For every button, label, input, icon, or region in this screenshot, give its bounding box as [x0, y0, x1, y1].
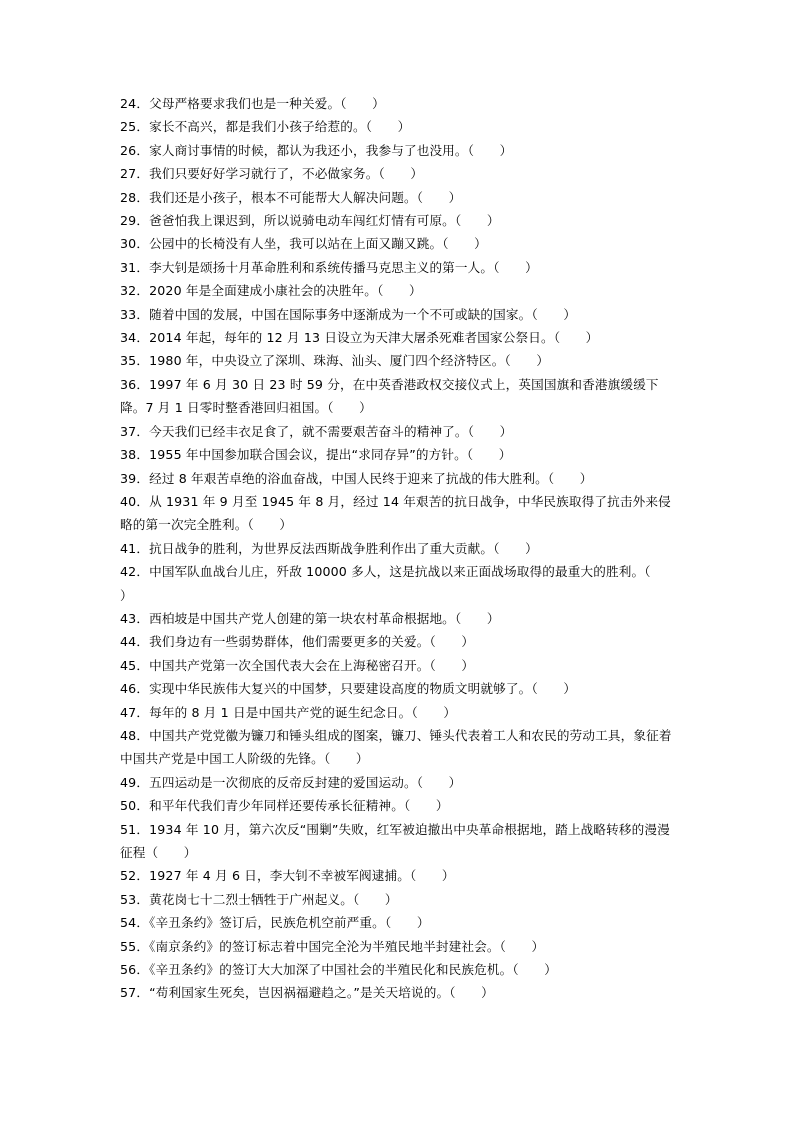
question-text: 我们只要好好学习就行了，不必做家务。（ ） — [149, 166, 424, 182]
question-text: 1980 年，中央设立了深圳、珠海、汕头、厦门四个经济特区。（ ） — [149, 353, 550, 369]
question-number: 52． — [120, 868, 150, 884]
question-text: 中国军队血战台儿庄，歼敌 10000 多人，这是抗战以来正面战场取得的最重大的胜利。（ ） — [120, 564, 677, 603]
question-number: 25． — [120, 119, 150, 135]
question-item — [120, 724, 680, 771]
question-text: 1927 年 4 月 6 日，李大钊不幸被军阀逮捕。（ ） — [149, 868, 455, 884]
question-number: 45． — [120, 657, 150, 673]
question-text: 1997 年 6 月 30 日 23 时 59 分，在中英香港政权交接仪式上，英国国旗和香港旗缓缓下降。7 月 1 日零时整香港回归祖国。（ ） — [120, 376, 659, 416]
question-text: 中国共产党党徽为镰刀和锤头组成的图案，镰刀、锤头代表着工人和农民的劳动工具，象征着中国共产党是中国工人阶级的先锋。（ ） — [120, 727, 672, 767]
question-text: 《辛丑条约》签订后，民族危机空前严重。（ ） — [149, 915, 430, 931]
question-number: 50． — [120, 798, 150, 814]
question-text: 从 1931 年 9 月至 1945 年 8 月，经过 14 年艰苦的抗日战争，中华民族取得了抗击外来侵略的第一次完全胜利。（ ） — [120, 493, 671, 533]
question-item — [120, 92, 680, 115]
question-number: 24． — [120, 96, 150, 111]
question-number: 41． — [120, 540, 150, 556]
question-number: 31． — [120, 259, 150, 275]
question-text: 爸爸怕我上课迟到，所以说骑电动车闯红灯情有可原。（ ） — [149, 213, 500, 229]
question-text: 实现中华民族伟大复兴的中国梦，只要建设高度的物质文明就够了。（ ） — [149, 681, 577, 697]
question-text: “苟利国家生死矣，岂因祸福避趋之。”是关天培说的。（ ） — [149, 985, 494, 1001]
question-number: 48． — [120, 727, 150, 743]
question-text: 五四运动是一次彻底的反帝反封建的爱国运动。（ ） — [149, 774, 462, 790]
question-text: 《南京条约》的签订标志着中国完全沦为半殖民地半封建社会。（ ） — [149, 938, 545, 954]
question-number: 27． — [120, 166, 150, 182]
question-item — [120, 186, 680, 209]
question-number: 29． — [120, 213, 150, 229]
question-text: 和平年代我们青少年同样还要传承长征精神。（ ） — [149, 798, 449, 814]
question-item — [120, 794, 680, 817]
question-item — [120, 560, 680, 607]
question-item — [120, 279, 680, 302]
question-item — [120, 935, 680, 958]
question-text: 每年的 8 月 1 日是中国共产党的诞生纪念日。（ ） — [149, 704, 457, 720]
question-item — [120, 115, 680, 138]
question-number: 42． — [120, 564, 150, 580]
question-number: 47． — [120, 704, 150, 720]
question-item — [120, 818, 680, 865]
question-number: 39． — [120, 470, 150, 486]
question-text: 我们还是小孩子，根本不可能帮大人解决问题。（ ） — [149, 189, 462, 205]
question-list — [120, 92, 680, 1005]
question-text: 西柏坡是中国共产党人创建的第一块农村革命根据地。（ ） — [149, 610, 500, 626]
question-number: 33． — [120, 306, 150, 322]
question-item — [120, 654, 680, 677]
question-item — [120, 630, 680, 653]
question-number: 28． — [120, 189, 150, 205]
question-text: 父母严格要求我们也是一种关爱。（ ） — [149, 96, 385, 111]
question-number: 30． — [120, 236, 150, 252]
question-item — [120, 256, 680, 279]
question-number: 38． — [120, 447, 150, 463]
question-item — [120, 420, 680, 443]
question-text: 黄花岗七十二烈士牺牲于广州起义。（ ） — [149, 891, 398, 907]
question-item — [120, 162, 680, 185]
question-text: 我们身边有一些弱势群体，他们需要更多的关爱。（ ） — [149, 634, 475, 650]
question-number: 49． — [120, 774, 150, 790]
question-number: 32． — [120, 283, 150, 299]
question-item — [120, 864, 680, 887]
question-text: 中国共产党第一次全国代表大会在上海秘密召开。（ ） — [149, 657, 475, 673]
question-text: 1934 年 10 月，第六次反“围剿”失败，红军被迫撤出中央革命根据地，踏上战略转移的漫漫征程（ ） — [120, 821, 670, 860]
question-number: 35． — [120, 353, 150, 369]
question-number: 43． — [120, 610, 150, 626]
question-item — [120, 443, 680, 466]
question-item — [120, 677, 680, 700]
question-item — [120, 349, 680, 372]
question-text: 今天我们已经丰衣足食了，就不需要艰苦奋斗的精神了。（ ） — [149, 423, 513, 439]
question-number: 57． — [120, 985, 150, 1001]
question-number: 34． — [120, 330, 150, 346]
question-text: 家人商讨事情的时候，都认为我还小，我参与了也没用。（ ） — [149, 142, 513, 158]
question-text: 家长不高兴，都是我们小孩子给惹的。（ ） — [149, 119, 411, 135]
question-number: 53． — [120, 891, 150, 907]
question-number: 54． — [120, 915, 150, 931]
question-number: 56． — [120, 962, 150, 978]
question-text: 随着中国的发展，中国在国际事务中逐渐成为一个不可或缺的国家。（ ） — [149, 306, 577, 322]
question-item — [120, 326, 680, 349]
question-number: 36． — [120, 376, 150, 392]
question-number: 44． — [120, 634, 150, 650]
question-number: 46． — [120, 681, 150, 697]
question-text: 2020 年是全面建成小康社会的决胜年。（ ） — [149, 283, 422, 299]
question-item — [120, 490, 680, 537]
question-text: 经过 8 年艰苦卓绝的浴血奋战，中国人民终于迎来了抗战的伟大胜利。（ ） — [149, 470, 593, 486]
question-item — [120, 958, 680, 981]
question-item — [120, 232, 680, 255]
question-item — [120, 303, 680, 326]
question-item — [120, 911, 680, 934]
question-item — [120, 139, 680, 162]
question-item — [120, 888, 680, 911]
question-text: 公园中的长椅没有人坐，我可以站在上面又蹦又跳。（ ） — [149, 236, 487, 252]
question-number: 55． — [120, 938, 150, 954]
question-item — [120, 467, 680, 490]
question-number: 26． — [120, 142, 150, 158]
question-item — [120, 537, 680, 560]
question-item — [120, 981, 680, 1004]
question-item — [120, 607, 680, 630]
question-number: 37． — [120, 423, 150, 439]
question-item — [120, 771, 680, 794]
question-item — [120, 209, 680, 232]
question-text: 抗日战争的胜利，为世界反法西斯战争胜利作出了重大贡献。（ ） — [149, 540, 538, 556]
question-text: 《辛丑条约》的签订大大加深了中国社会的半殖民化和民族危机。（ ） — [149, 962, 558, 978]
question-text: 李大钊是颂扬十月革命胜利和系统传播马克思主义的第一人。（ ） — [149, 259, 538, 275]
question-text: 2014 年起，每年的 12 月 13 日设立为天津大屠杀死难者国家公祭日。（ ） — [149, 330, 599, 346]
question-number: 51． — [120, 821, 150, 837]
question-text: 1955 年中国参加联合国会议，提出“求同存异”的方针。（ ） — [149, 447, 512, 463]
question-item — [120, 373, 680, 420]
question-number: 40． — [120, 493, 150, 509]
question-item — [120, 701, 680, 724]
